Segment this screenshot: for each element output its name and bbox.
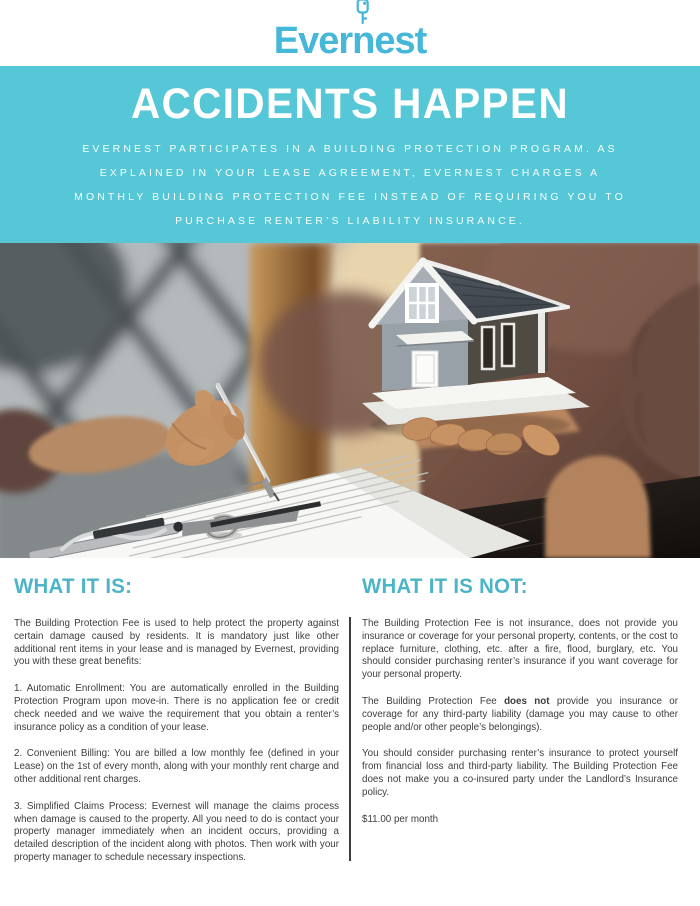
p2-suffix: provide you insurance or coverage for any third-party liability (damage you may cause to other people and/or other people’s belongings).: [362, 695, 678, 733]
header: [0, 0, 700, 66]
logo-text-n: n: [352, 20, 375, 62]
key-icon: [355, 0, 371, 25]
benefit-simplified-claims: 3. Simplified Claims Process: Evernest will manage the claims process when damage is caused to the property. All you need to do is contact your property manager immediately when an incident occurs, providing a detailed description of the incident along with photos. Then work with your property manager to schedule necessary inspections.: [14, 800, 339, 863]
what-it-is-not-heading: WHAT IT IS NOT:: [362, 575, 528, 598]
consider-renters-insurance-paragraph: You should consider purchasing renter’s insurance to protect yourself from financial loss and third-party liability. The Building Protection Fee does not make you a co-insured party under the Landlord’s Insurance policy.: [362, 748, 678, 798]
what-it-is-heading: WHAT IT IS:: [14, 575, 133, 598]
hero-photo: [0, 243, 700, 558]
what-it-is-intro: The Building Protection Fee is used to help protect the property against certain damage caused by residents. It is mandatory just like other additional rent items in your lease and is managed by Evernest, providing you with these great benefits:: [14, 618, 339, 668]
benefit-convenient-billing: 2. Convenient Billing: You are billed a low monthly fee (defined in your Lease) on the 1st of every month, along with your monthly rent charge and other additional rent charges.: [14, 748, 339, 785]
banner: [0, 66, 700, 243]
no-third-party-liability-paragraph: [362, 696, 678, 734]
what-it-is-not-column: [362, 575, 678, 879]
what-it-is-column: [14, 575, 339, 879]
logo-n-with-key: [352, 22, 374, 60]
info-columns: [0, 558, 700, 879]
column-divider: [349, 617, 351, 861]
not-insurance-paragraph: The Building Protection Fee is not insurance, does not provide you insurance or coverage for your personal property, contents, or the cost to replace furniture, clothing, etc. after a fire, flood, burglary, etc. You should consider purchasing renter’s insurance if you want coverage for your personal property.: [362, 618, 678, 681]
p2-bold: does not: [504, 695, 550, 707]
p2-prefix: The Building Protection Fee: [362, 695, 505, 707]
monthly-price: $11.00 per month: [362, 813, 439, 825]
banner-title: ACCIDENTS HAPPEN: [130, 80, 570, 128]
logo-text-left: Ever: [273, 20, 353, 62]
benefit-automatic-enrollment: 1. Automatic Enrollment: You are automatically enrolled in the Building Protection Program upon move-in. There is no application fee or credit check needed and we waive the requirement that you obtain a renter’s insurance policy as a condition of your lease.: [14, 683, 339, 733]
evernest-logo: [274, 22, 427, 60]
logo-text-right: est: [374, 20, 427, 62]
banner-subtitle: EVERNEST PARTICIPATES IN A BUILDING PROTECTION PROGRAM. AS EXPLAINED IN YOUR LEASE AGREEMENT, EVERNEST CHARGES A MONTHLY BUILDING PROTECTION FEE INSTEAD OF REQUIRING YOU TO PURCHASE RENTER’S LIABILITY INSURANCE.: [74, 143, 626, 228]
